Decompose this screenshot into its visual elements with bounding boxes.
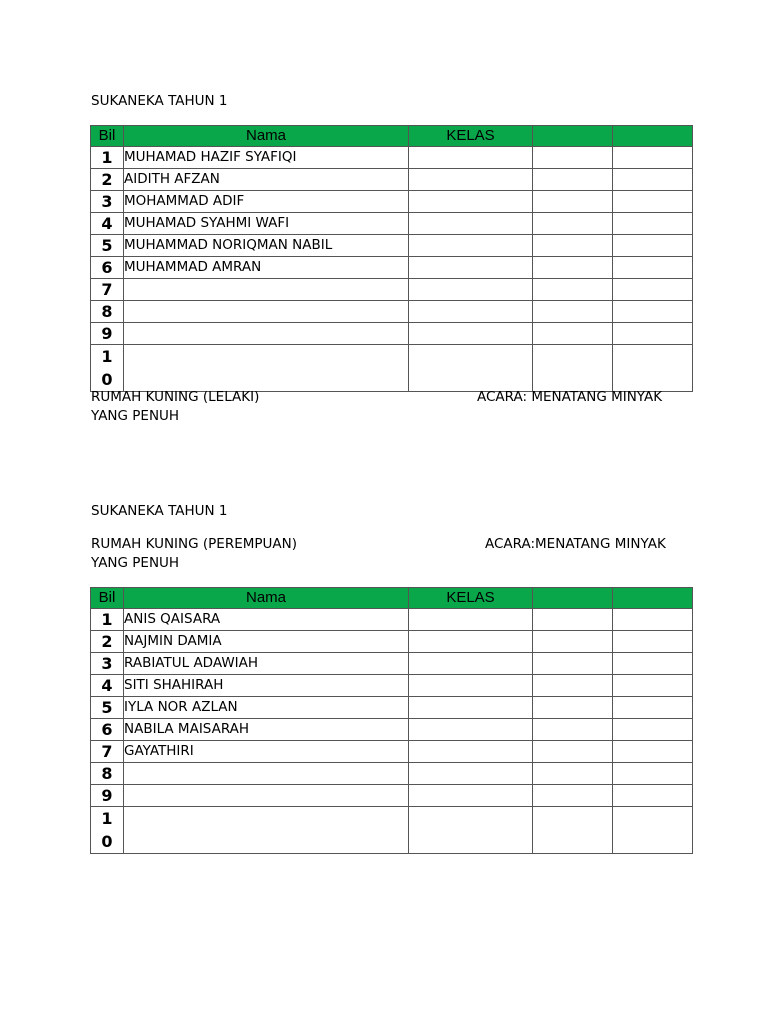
blank-cell: [533, 301, 613, 323]
table-row: [91, 675, 693, 697]
kelas-cell: [409, 257, 533, 279]
row-number: 9: [91, 323, 124, 345]
blank-cell: [533, 213, 613, 235]
row-number: 1: [91, 147, 124, 169]
kelas-cell: [409, 697, 533, 719]
kelas-cell: [409, 631, 533, 653]
blank-cell: [613, 257, 693, 279]
student-name: [124, 345, 409, 392]
table-row: [91, 697, 693, 719]
blank-cell: [533, 653, 613, 675]
student-name: [124, 807, 409, 854]
section2-house: RUMAH KUNING (PEREMPUAN): [91, 536, 298, 552]
kelas-cell: [409, 279, 533, 301]
student-name: MUHAMMAD AMRAN: [124, 257, 409, 279]
student-name: MOHAMMAD ADIF: [124, 191, 409, 213]
blank-cell: [533, 785, 613, 807]
student-name: NABILA MAISARAH: [124, 719, 409, 741]
section1-event: ACARA: MENATANG MINYAK: [477, 389, 663, 405]
column-header-blank: [613, 126, 693, 147]
student-name: RABIATUL ADAWIAH: [124, 653, 409, 675]
row-number-line2: 0: [101, 832, 113, 851]
blank-cell: [613, 213, 693, 235]
kelas-cell: [409, 609, 533, 631]
table-row: [91, 807, 693, 854]
student-name: [124, 785, 409, 807]
kelas-cell: [409, 213, 533, 235]
blank-cell: [613, 675, 693, 697]
table-row: [91, 741, 693, 763]
blank-cell: [613, 719, 693, 741]
kelas-cell: [409, 675, 533, 697]
kelas-cell: [409, 719, 533, 741]
blank-cell: [613, 169, 693, 191]
kelas-cell: [409, 807, 533, 854]
blank-cell: [613, 147, 693, 169]
blank-cell: [613, 191, 693, 213]
table-row: [91, 345, 693, 392]
row-number: 3: [91, 653, 124, 675]
student-name: SITI SHAHIRAH: [124, 675, 409, 697]
table-header-row: [91, 126, 693, 147]
table-row: [91, 213, 693, 235]
blank-cell: [613, 631, 693, 653]
section1-table: [90, 125, 693, 392]
table-row: [91, 785, 693, 807]
table-row: [91, 235, 693, 257]
column-header-blank: [533, 588, 613, 609]
table-row: [91, 257, 693, 279]
blank-cell: [533, 675, 613, 697]
column-header-kelas: KELAS: [409, 126, 533, 147]
blank-cell: [613, 323, 693, 345]
column-header-nama: Nama: [124, 588, 409, 609]
blank-cell: [533, 719, 613, 741]
row-number: 5: [91, 235, 124, 257]
blank-cell: [533, 763, 613, 785]
student-name: MUHAMAD SYAHMI WAFI: [124, 213, 409, 235]
row-number: 4: [91, 675, 124, 697]
student-name: AIDITH AFZAN: [124, 169, 409, 191]
student-name: IYLA NOR AZLAN: [124, 697, 409, 719]
row-number: 7: [91, 741, 124, 763]
student-name: GAYATHIRI: [124, 741, 409, 763]
blank-cell: [613, 785, 693, 807]
student-name: [124, 763, 409, 785]
student-name: [124, 279, 409, 301]
table-row: [91, 631, 693, 653]
row-number: 6: [91, 257, 124, 279]
row-number: 4: [91, 213, 124, 235]
student-name: [124, 323, 409, 345]
kelas-cell: [409, 741, 533, 763]
blank-cell: [533, 345, 613, 392]
blank-cell: [613, 345, 693, 392]
kelas-cell: [409, 763, 533, 785]
table-row: [91, 279, 693, 301]
row-number: 9: [91, 785, 124, 807]
section2-table: [90, 587, 693, 854]
blank-cell: [613, 235, 693, 257]
row-number: 3: [91, 191, 124, 213]
blank-cell: [533, 631, 613, 653]
blank-cell: [613, 741, 693, 763]
row-number: 7: [91, 279, 124, 301]
row-number: 8: [91, 763, 124, 785]
blank-cell: [533, 741, 613, 763]
blank-cell: [533, 609, 613, 631]
column-header-bil: Bil: [91, 126, 124, 147]
row-number-line1: 1: [101, 809, 113, 828]
section1-heading: SUKANEKA TAHUN 1: [91, 93, 228, 109]
blank-cell: [533, 257, 613, 279]
section2-event: ACARA:MENATANG MINYAK: [485, 536, 666, 552]
column-header-kelas: KELAS: [409, 588, 533, 609]
row-number: 5: [91, 697, 124, 719]
kelas-cell: [409, 301, 533, 323]
row-number: 6: [91, 719, 124, 741]
blank-cell: [613, 697, 693, 719]
table-row: [91, 763, 693, 785]
column-header-bil: Bil: [91, 588, 124, 609]
kelas-cell: [409, 235, 533, 257]
row-number: [91, 345, 124, 392]
row-number: 2: [91, 631, 124, 653]
kelas-cell: [409, 345, 533, 392]
row-number-line2: 0: [101, 370, 113, 389]
table-row: [91, 147, 693, 169]
blank-cell: [613, 301, 693, 323]
blank-cell: [533, 279, 613, 301]
blank-cell: [613, 653, 693, 675]
kelas-cell: [409, 169, 533, 191]
blank-cell: [533, 191, 613, 213]
table-row: [91, 609, 693, 631]
column-header-nama: Nama: [124, 126, 409, 147]
column-header-blank: [613, 588, 693, 609]
blank-cell: [533, 147, 613, 169]
blank-cell: [533, 697, 613, 719]
blank-cell: [613, 279, 693, 301]
blank-cell: [613, 763, 693, 785]
row-number: [91, 807, 124, 854]
student-name: NAJMIN DAMIA: [124, 631, 409, 653]
kelas-cell: [409, 653, 533, 675]
section2-heading: SUKANEKA TAHUN 1: [91, 503, 228, 519]
blank-cell: [533, 235, 613, 257]
table-row: [91, 191, 693, 213]
row-number: 2: [91, 169, 124, 191]
section1-house: RUMAH KUNING (LELAKI): [91, 389, 260, 405]
kelas-cell: [409, 785, 533, 807]
student-name: MUHAMAD HAZIF SYAFIQI: [124, 147, 409, 169]
blank-cell: [613, 807, 693, 854]
column-header-blank: [533, 126, 613, 147]
table-row: [91, 301, 693, 323]
table-row: [91, 719, 693, 741]
table-row: [91, 169, 693, 191]
row-number: 1: [91, 609, 124, 631]
table-header-row: [91, 588, 693, 609]
blank-cell: [533, 807, 613, 854]
table-row: [91, 323, 693, 345]
student-name: [124, 301, 409, 323]
section1-event-cont: YANG PENUH: [91, 408, 180, 424]
blank-cell: [533, 323, 613, 345]
section2-event-cont: YANG PENUH: [91, 555, 180, 571]
row-number: 8: [91, 301, 124, 323]
blank-cell: [533, 169, 613, 191]
student-name: MUHAMMAD NORIQMAN NABIL: [124, 235, 409, 257]
table-row: [91, 653, 693, 675]
kelas-cell: [409, 147, 533, 169]
kelas-cell: [409, 323, 533, 345]
blank-cell: [613, 609, 693, 631]
kelas-cell: [409, 191, 533, 213]
student-name: ANIS QAISARA: [124, 609, 409, 631]
row-number-line1: 1: [101, 347, 113, 366]
